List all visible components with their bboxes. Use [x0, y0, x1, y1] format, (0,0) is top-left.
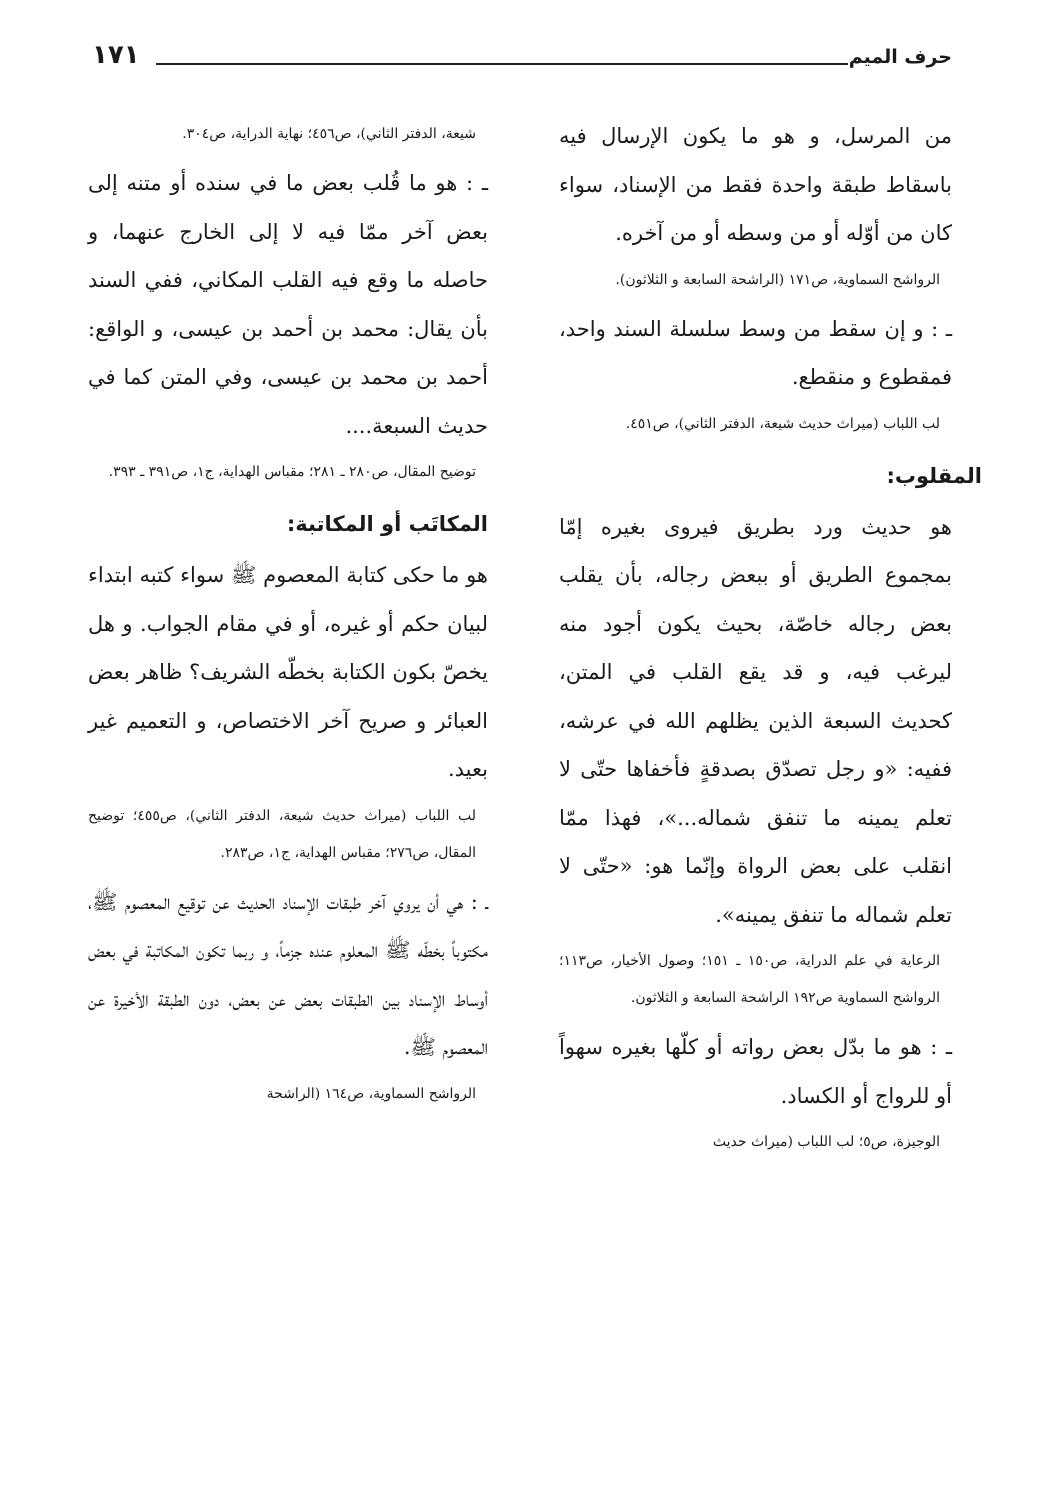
- running-header: [92, 40, 952, 80]
- entry-heading: المقلوب:: [886, 463, 982, 488]
- reference: الوجيزة، ص٥؛ لب اللباب (ميراث حديث: [712, 1134, 940, 1150]
- right-column: [559, 112, 982, 1167]
- reference: توضيح المقال، ص٢٨٠ ـ ٢٨١؛ مقباس الهداية، ج١، ص٣٩١ ـ ٣٩٣.: [108, 464, 476, 480]
- entry-text: ـ : هو ما قُلب بعض ما في سنده أو متنه إلى بعض آخر ممّا فيه لا إلى الخارج عنهما، و حاصله ما وقع فيه القلب المكاني، ففي السند بأن يقال: محمد بن أحمد بن عيسى، و الواقع: أحمد بن محمد بن عيسى، وفي المتن كما في حديث السبعة....: [88, 171, 488, 438]
- page-number: ١٧١: [92, 40, 140, 70]
- entry-text: من المرسل، و هو ما يكون الإرسال فيه باسقاط طبقة واحدة فقط من الإسناد، سواء كان من أوّله أو من وسطه أو من آخره.: [559, 124, 952, 245]
- reference: لب اللباب (ميراث حديث شيعة، الدفتر الثاني)، ص٤٥١.: [625, 415, 940, 432]
- entry-text: ـ : و إن سقط من وسط سلسلة السند واحد، فمقطوع و منقطع.: [559, 316, 952, 389]
- header-rule: [156, 63, 848, 65]
- reference: شيعة، الدفتر الثاني)، ص٤٥٦؛ نهاية الدراية، ص٣٠٤.: [182, 126, 476, 142]
- reference: الرعاية في علم الدراية، ص١٥٠ ـ ١٥١؛ وصول الأخيار، ص١١٣؛ الرواشح السماوية ص١٩٢ الراشحة السابعة و الثلاثون.: [559, 953, 940, 1006]
- chapter-title: حرف الميم: [848, 46, 952, 68]
- reference: الرواشح السماوية، ص١٧١ (الراشحة السابعة و الثلاثون).: [615, 271, 940, 288]
- reference: لب اللباب (ميراث حديث شيعة، الدفتر الثاني)، ص٤٥٥؛ توضيح المقال، ص٢٧٦؛ مقباس الهداية، ج١، ص٢٨٣.: [88, 807, 476, 861]
- entry-text: ـ : هي أن يروي آخر طبقات الإسناد الحديث عن توقيع المعصوم ﷺ، مكتوباً بخطّه ﷺ المعلوم عنده جزماً، و ربما تكون المكاتبة في بعض أوساط الإسناد بين الطبقات بعض عن بعض، دون الطبقة الأخيرة عن المعصوم ﷺ.: [88, 889, 488, 1059]
- entry-text: ـ : هو ما بدّل بعض رواته أو كلّها بغيره سهواً أو للرواج أو الكساد.: [559, 1035, 952, 1108]
- entry-text: هو ما حكى كتابة المعصوم ﷺ سواء كتبه ابتداء لبيان حكم أو غيره، أو في مقام الجواب. و هل يخصّ بكون الكتابة بخطّه الشريف؟ ظاهر بعض العبائر و صريح آخر الاختصاص، و التعميم غير بعيد.: [88, 563, 488, 781]
- left-column: [88, 112, 488, 1119]
- entry-text: هو حديث ورد بطريق فيروى بغيره إمّا بمجموع الطريق أو ببعض رجاله، بأن يقلب بعض رجاله خاصّة، بحيث يكون أجود منه ليرغب فيه، و قد يقع القلب في المتن، كحديث السبعة الذين يظلهم الله في عرشه، ففيه: «و رجل تصدّق بصدقةٍ فأخفاها حتّى لا تعلم يمينه ما تنفق شماله...»، فهذا ممّا انقلب على بعض الرواة وإنّما هو: «حتّى لا تعلم شماله ما تنفق يمينه».: [559, 514, 952, 927]
- reference: الرواشح السماوية، ص١٦٤ (الراشحة: [266, 1085, 476, 1102]
- entry-heading: المكاتَب أو المكاتبة:: [286, 512, 488, 536]
